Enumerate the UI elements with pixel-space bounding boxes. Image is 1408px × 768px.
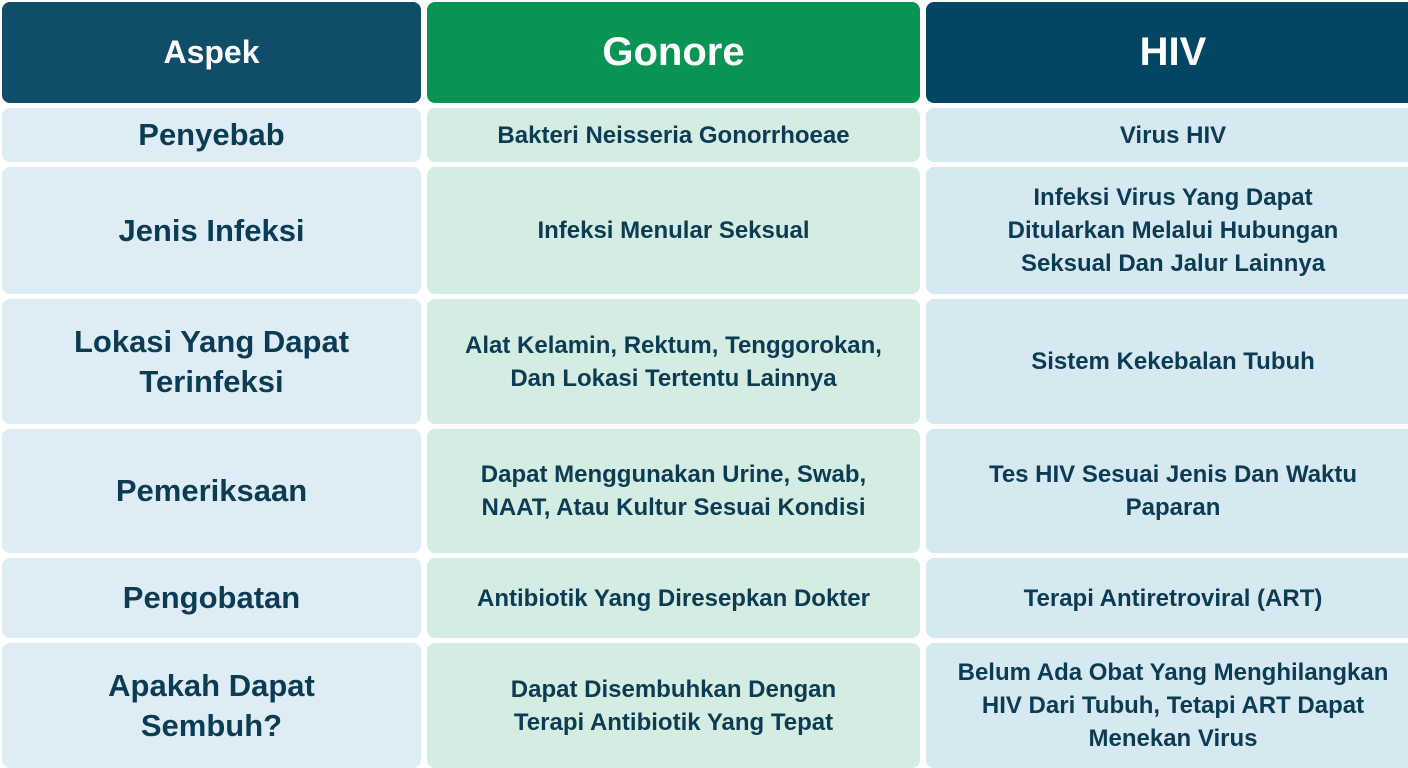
row-gonore-lokasi: Alat Kelamin, Rektum, Tenggorokan, Dan Lokasi Tertentu Lainnya xyxy=(427,299,920,424)
header-aspek: Aspek xyxy=(2,2,421,103)
row-hiv-pemeriksaan: Tes HIV Sesuai Jenis Dan Waktu Paparan xyxy=(926,429,1408,553)
row-gonore-pengobatan: Antibiotik Yang Diresepkan Dokter xyxy=(427,558,920,638)
row-hiv-penyebab: Virus HIV xyxy=(926,108,1408,162)
row-gonore-pemeriksaan: Dapat Menggunakan Urine, Swab, NAAT, Atau Kultur Sesuai Kondisi xyxy=(427,429,920,553)
row-aspek-sembuh: Apakah Dapat Sembuh? xyxy=(2,643,421,768)
row-aspek-penyebab: Penyebab xyxy=(2,108,421,162)
row-hiv-pengobatan: Terapi Antiretroviral (ART) xyxy=(926,558,1408,638)
row-hiv-sembuh: Belum Ada Obat Yang Menghilangkan HIV Dari Tubuh, Tetapi ART Dapat Menekan Virus xyxy=(926,643,1408,768)
row-gonore-penyebab: Bakteri Neisseria Gonorrhoeae xyxy=(427,108,920,162)
row-aspek-pemeriksaan: Pemeriksaan xyxy=(2,429,421,553)
row-hiv-jenis-infeksi: Infeksi Virus Yang Dapat Ditularkan Melalui Hubungan Seksual Dan Jalur Lainnya xyxy=(926,167,1408,294)
header-hiv: HIV xyxy=(926,2,1408,103)
row-gonore-sembuh: Dapat Disembuhkan Dengan Terapi Antibiotik Yang Tepat xyxy=(427,643,920,768)
row-aspek-jenis-infeksi: Jenis Infeksi xyxy=(2,167,421,294)
row-aspek-lokasi: Lokasi Yang Dapat Terinfeksi xyxy=(2,299,421,424)
header-gonore: Gonore xyxy=(427,2,920,103)
row-aspek-pengobatan: Pengobatan xyxy=(2,558,421,638)
row-gonore-jenis-infeksi: Infeksi Menular Seksual xyxy=(427,167,920,294)
row-hiv-lokasi: Sistem Kekebalan Tubuh xyxy=(926,299,1408,424)
